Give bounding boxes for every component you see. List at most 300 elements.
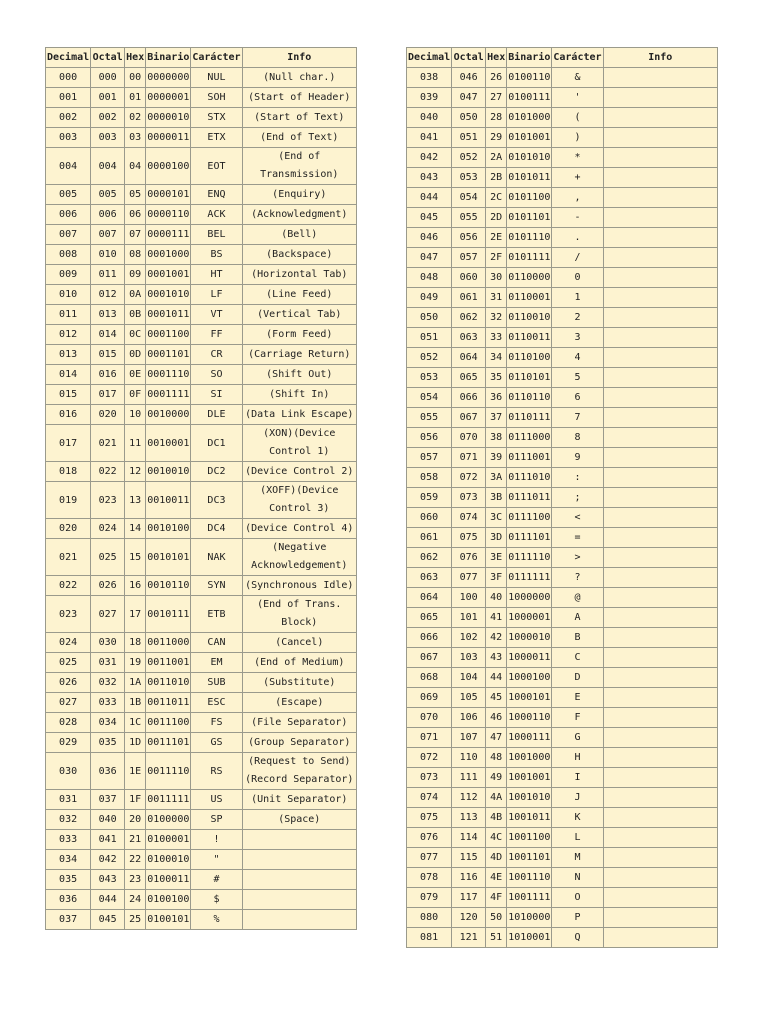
caracter-cell: < <box>552 508 603 528</box>
octal-cell: 100 <box>452 588 486 608</box>
binario-cell: 0101010 <box>507 148 552 168</box>
decimal-cell: 063 <box>407 568 452 588</box>
header-row <box>46 48 357 68</box>
binario-cell: 0000011 <box>146 128 191 148</box>
decimal-cell: 059 <box>407 488 452 508</box>
binario-cell: 0001110 <box>146 365 191 385</box>
table-row <box>46 850 357 870</box>
caracter-cell: F <box>552 708 603 728</box>
info-cell: (Start of Header) <box>242 88 356 108</box>
caracter-cell: ESC <box>191 693 242 713</box>
caracter-cell: RS <box>191 753 242 790</box>
octal-cell: 076 <box>452 548 486 568</box>
hex-cell: 26 <box>486 68 507 88</box>
decimal-cell: 022 <box>46 576 91 596</box>
hex-cell: 2A <box>486 148 507 168</box>
caracter-cell: ETX <box>191 128 242 148</box>
decimal-cell: 014 <box>46 365 91 385</box>
info-cell <box>242 910 356 930</box>
octal-cell: 061 <box>452 288 486 308</box>
hex-cell: 3B <box>486 488 507 508</box>
hex-cell: 0F <box>125 385 146 405</box>
decimal-cell: 051 <box>407 328 452 348</box>
decimal-cell: 006 <box>46 205 91 225</box>
table-row <box>46 265 357 285</box>
caracter-cell: DLE <box>191 405 242 425</box>
octal-cell: 050 <box>452 108 486 128</box>
caracter-cell: M <box>552 848 603 868</box>
octal-cell: 055 <box>452 208 486 228</box>
caracter-cell: C <box>552 648 603 668</box>
table-row <box>407 128 718 148</box>
caracter-cell: A <box>552 608 603 628</box>
binario-cell: 1000110 <box>507 708 552 728</box>
caracter-cell: O <box>552 888 603 908</box>
header-caracter: Carácter <box>552 48 603 68</box>
caracter-cell: SYN <box>191 576 242 596</box>
octal-cell: 035 <box>91 733 125 753</box>
info-cell <box>603 668 717 688</box>
decimal-cell: 056 <box>407 428 452 448</box>
binario-cell: 0111100 <box>507 508 552 528</box>
decimal-cell: 012 <box>46 325 91 345</box>
decimal-cell: 057 <box>407 448 452 468</box>
table-row <box>407 408 718 428</box>
binario-cell: 0011100 <box>146 713 191 733</box>
hex-cell: 50 <box>486 908 507 928</box>
info-cell <box>603 248 717 268</box>
decimal-cell: 013 <box>46 345 91 365</box>
octal-cell: 102 <box>452 628 486 648</box>
decimal-cell: 043 <box>407 168 452 188</box>
table-row <box>46 713 357 733</box>
binario-cell: 0011111 <box>146 790 191 810</box>
info-cell: (Form Feed) <box>242 325 356 345</box>
octal-cell: 004 <box>91 148 125 185</box>
hex-cell: 48 <box>486 748 507 768</box>
header-info: Info <box>242 48 356 68</box>
hex-cell: 41 <box>486 608 507 628</box>
hex-cell: 07 <box>125 225 146 245</box>
info-cell <box>603 288 717 308</box>
table-row <box>407 688 718 708</box>
info-cell: (Substitute) <box>242 673 356 693</box>
hex-cell: 18 <box>125 633 146 653</box>
octal-cell: 051 <box>452 128 486 148</box>
binario-cell: 1000100 <box>507 668 552 688</box>
binario-cell: 1000010 <box>507 628 552 648</box>
decimal-cell: 025 <box>46 653 91 673</box>
table-row <box>46 88 357 108</box>
ascii-table-left-body <box>46 68 357 930</box>
ascii-table-right <box>406 47 718 948</box>
octal-cell: 003 <box>91 128 125 148</box>
table-row <box>407 768 718 788</box>
octal-cell: 057 <box>452 248 486 268</box>
octal-cell: 052 <box>452 148 486 168</box>
table-row <box>407 808 718 828</box>
decimal-cell: 032 <box>46 810 91 830</box>
hex-cell: 34 <box>486 348 507 368</box>
table-row <box>407 888 718 908</box>
caracter-cell: 4 <box>552 348 603 368</box>
decimal-cell: 036 <box>46 890 91 910</box>
hex-cell: 15 <box>125 539 146 576</box>
caracter-cell: SO <box>191 365 242 385</box>
decimal-cell: 070 <box>407 708 452 728</box>
octal-cell: 040 <box>91 810 125 830</box>
table-row <box>407 828 718 848</box>
binario-cell: 0101111 <box>507 248 552 268</box>
decimal-cell: 030 <box>46 753 91 790</box>
table-row <box>46 810 357 830</box>
table-row <box>46 633 357 653</box>
caracter-cell: EM <box>191 653 242 673</box>
decimal-cell: 068 <box>407 668 452 688</box>
hex-cell: 46 <box>486 708 507 728</box>
decimal-cell: 003 <box>46 128 91 148</box>
caracter-cell: ENQ <box>191 185 242 205</box>
hex-cell: 31 <box>486 288 507 308</box>
octal-cell: 045 <box>91 910 125 930</box>
table-row <box>46 405 357 425</box>
info-cell: (Line Feed) <box>242 285 356 305</box>
caracter-cell: EOT <box>191 148 242 185</box>
decimal-cell: 004 <box>46 148 91 185</box>
caracter-cell: $ <box>191 890 242 910</box>
binario-cell: 0100101 <box>146 910 191 930</box>
octal-cell: 114 <box>452 828 486 848</box>
decimal-cell: 079 <box>407 888 452 908</box>
binario-cell: 0001100 <box>146 325 191 345</box>
caracter-cell: ( <box>552 108 603 128</box>
caracter-cell: 0 <box>552 268 603 288</box>
info-cell <box>603 488 717 508</box>
table-row <box>407 448 718 468</box>
table-row <box>407 648 718 668</box>
caracter-cell: US <box>191 790 242 810</box>
table-row <box>407 488 718 508</box>
hex-cell: 14 <box>125 519 146 539</box>
hex-cell: 06 <box>125 205 146 225</box>
caracter-cell: % <box>191 910 242 930</box>
binario-cell: 0100111 <box>507 88 552 108</box>
table-row <box>46 693 357 713</box>
info-cell: (Device Control 4) <box>242 519 356 539</box>
octal-cell: 064 <box>452 348 486 368</box>
info-cell <box>603 888 717 908</box>
header-binario: Binario <box>507 48 552 68</box>
caracter-cell: " <box>191 850 242 870</box>
info-cell: (End of Text) <box>242 128 356 148</box>
binario-cell: 0110111 <box>507 408 552 428</box>
octal-cell: 112 <box>452 788 486 808</box>
decimal-cell: 046 <box>407 228 452 248</box>
octal-cell: 017 <box>91 385 125 405</box>
hex-cell: 0D <box>125 345 146 365</box>
info-cell: (Shift In) <box>242 385 356 405</box>
caracter-cell: * <box>552 148 603 168</box>
decimal-cell: 066 <box>407 628 452 648</box>
decimal-cell: 026 <box>46 673 91 693</box>
table-row <box>407 568 718 588</box>
binario-cell: 0010100 <box>146 519 191 539</box>
header-decimal: Decimal <box>407 48 452 68</box>
octal-cell: 026 <box>91 576 125 596</box>
caracter-cell: ) <box>552 128 603 148</box>
info-cell <box>603 188 717 208</box>
table-row <box>46 345 357 365</box>
table-row <box>407 628 718 648</box>
hex-cell: 09 <box>125 265 146 285</box>
caracter-cell: ; <box>552 488 603 508</box>
info-cell <box>603 588 717 608</box>
table-row <box>46 830 357 850</box>
binario-cell: 1001100 <box>507 828 552 848</box>
table-row <box>46 225 357 245</box>
octal-cell: 053 <box>452 168 486 188</box>
header-octal: Octal <box>452 48 486 68</box>
octal-cell: 037 <box>91 790 125 810</box>
decimal-cell: 053 <box>407 368 452 388</box>
table-row <box>46 108 357 128</box>
decimal-cell: 062 <box>407 548 452 568</box>
info-cell <box>603 728 717 748</box>
decimal-cell: 050 <box>407 308 452 328</box>
binario-cell: 0101100 <box>507 188 552 208</box>
hex-cell: 38 <box>486 428 507 448</box>
decimal-cell: 042 <box>407 148 452 168</box>
caracter-cell: SOH <box>191 88 242 108</box>
octal-cell: 044 <box>91 890 125 910</box>
info-cell <box>242 890 356 910</box>
hex-cell: 01 <box>125 88 146 108</box>
hex-cell: 43 <box>486 648 507 668</box>
caracter-cell: STX <box>191 108 242 128</box>
hex-cell: 3A <box>486 468 507 488</box>
caracter-cell: / <box>552 248 603 268</box>
decimal-cell: 015 <box>46 385 91 405</box>
info-cell <box>603 808 717 828</box>
octal-cell: 022 <box>91 462 125 482</box>
decimal-cell: 054 <box>407 388 452 408</box>
info-cell <box>603 308 717 328</box>
hex-cell: 22 <box>125 850 146 870</box>
binario-cell: 0100100 <box>146 890 191 910</box>
table-row <box>46 148 357 185</box>
decimal-cell: 072 <box>407 748 452 768</box>
decimal-cell: 035 <box>46 870 91 890</box>
octal-cell: 006 <box>91 205 125 225</box>
decimal-cell: 058 <box>407 468 452 488</box>
decimal-cell: 007 <box>46 225 91 245</box>
hex-cell: 1A <box>125 673 146 693</box>
table-row <box>407 928 718 948</box>
octal-cell: 020 <box>91 405 125 425</box>
binario-cell: 0110100 <box>507 348 552 368</box>
caracter-cell: HT <box>191 265 242 285</box>
octal-cell: 042 <box>91 850 125 870</box>
info-cell: (Start of Text) <box>242 108 356 128</box>
hex-cell: 20 <box>125 810 146 830</box>
caracter-cell: DC4 <box>191 519 242 539</box>
binario-cell: 0101001 <box>507 128 552 148</box>
hex-cell: 4C <box>486 828 507 848</box>
hex-cell: 1D <box>125 733 146 753</box>
octal-cell: 117 <box>452 888 486 908</box>
binario-cell: 0100010 <box>146 850 191 870</box>
octal-cell: 070 <box>452 428 486 448</box>
info-cell <box>242 870 356 890</box>
hex-cell: 08 <box>125 245 146 265</box>
hex-cell: 1E <box>125 753 146 790</box>
table-row <box>407 228 718 248</box>
binario-cell: 0101011 <box>507 168 552 188</box>
octal-cell: 014 <box>91 325 125 345</box>
caracter-cell: ACK <box>191 205 242 225</box>
binario-cell: 0000100 <box>146 148 191 185</box>
binario-cell: 0010101 <box>146 539 191 576</box>
info-cell <box>603 268 717 288</box>
octal-cell: 033 <box>91 693 125 713</box>
binario-cell: 1000001 <box>507 608 552 628</box>
octal-cell: 111 <box>452 768 486 788</box>
octal-cell: 071 <box>452 448 486 468</box>
table-row <box>46 325 357 345</box>
hex-cell: 10 <box>125 405 146 425</box>
decimal-cell: 073 <box>407 768 452 788</box>
hex-cell: 4A <box>486 788 507 808</box>
binario-cell: 0100000 <box>146 810 191 830</box>
table-row <box>407 428 718 448</box>
table-row <box>407 268 718 288</box>
hex-cell: 13 <box>125 482 146 519</box>
hex-cell: 21 <box>125 830 146 850</box>
octal-cell: 031 <box>91 653 125 673</box>
hex-cell: 0A <box>125 285 146 305</box>
caracter-cell: 5 <box>552 368 603 388</box>
caracter-cell: L <box>552 828 603 848</box>
info-cell <box>603 648 717 668</box>
binario-cell: 1001110 <box>507 868 552 888</box>
binario-cell: 0000010 <box>146 108 191 128</box>
info-cell <box>603 928 717 948</box>
decimal-cell: 077 <box>407 848 452 868</box>
octal-cell: 101 <box>452 608 486 628</box>
decimal-cell: 080 <box>407 908 452 928</box>
header-octal: Octal <box>91 48 125 68</box>
hex-cell: 32 <box>486 308 507 328</box>
decimal-cell: 023 <box>46 596 91 633</box>
caracter-cell: D <box>552 668 603 688</box>
hex-cell: 17 <box>125 596 146 633</box>
info-cell <box>603 508 717 528</box>
binario-cell: 0001111 <box>146 385 191 405</box>
hex-cell: 35 <box>486 368 507 388</box>
hex-cell: 05 <box>125 185 146 205</box>
binario-cell: 0111011 <box>507 488 552 508</box>
info-cell: (End of Trans. Block) <box>242 596 356 633</box>
table-row <box>407 728 718 748</box>
binario-cell: 0010110 <box>146 576 191 596</box>
table-row <box>407 368 718 388</box>
table-row <box>46 890 357 910</box>
decimal-cell: 020 <box>46 519 91 539</box>
hex-cell: 2E <box>486 228 507 248</box>
table-row <box>407 908 718 928</box>
info-cell <box>603 388 717 408</box>
octal-cell: 011 <box>91 265 125 285</box>
decimal-cell: 047 <box>407 248 452 268</box>
info-cell <box>603 868 717 888</box>
table-row <box>407 788 718 808</box>
octal-cell: 015 <box>91 345 125 365</box>
octal-cell: 110 <box>452 748 486 768</box>
binario-cell: 0110010 <box>507 308 552 328</box>
table-row <box>407 528 718 548</box>
decimal-cell: 060 <box>407 508 452 528</box>
header-hex: Hex <box>125 48 146 68</box>
binario-cell: 0101110 <box>507 228 552 248</box>
decimal-cell: 067 <box>407 648 452 668</box>
caracter-cell: NUL <box>191 68 242 88</box>
table-row <box>46 185 357 205</box>
octal-cell: 002 <box>91 108 125 128</box>
caracter-cell: SP <box>191 810 242 830</box>
info-cell <box>603 828 717 848</box>
hex-cell: 00 <box>125 68 146 88</box>
table-row <box>46 576 357 596</box>
binario-cell: 0101000 <box>507 108 552 128</box>
binario-cell: 0111000 <box>507 428 552 448</box>
binario-cell: 0110001 <box>507 288 552 308</box>
caracter-cell: @ <box>552 588 603 608</box>
hex-cell: 45 <box>486 688 507 708</box>
caracter-cell: J <box>552 788 603 808</box>
binario-cell: 0000111 <box>146 225 191 245</box>
info-cell <box>603 528 717 548</box>
decimal-cell: 052 <box>407 348 452 368</box>
decimal-cell: 011 <box>46 305 91 325</box>
info-cell <box>603 108 717 128</box>
binario-cell: 0010001 <box>146 425 191 462</box>
octal-cell: 121 <box>452 928 486 948</box>
octal-cell: 010 <box>91 245 125 265</box>
octal-cell: 041 <box>91 830 125 850</box>
table-row <box>407 208 718 228</box>
info-cell <box>603 908 717 928</box>
info-cell <box>603 608 717 628</box>
table-row <box>46 870 357 890</box>
table-row <box>46 482 357 519</box>
table-row <box>46 753 357 790</box>
ascii-table-left <box>45 47 357 930</box>
hex-cell: 1B <box>125 693 146 713</box>
octal-cell: 030 <box>91 633 125 653</box>
info-cell: (Carriage Return) <box>242 345 356 365</box>
caracter-cell: CR <box>191 345 242 365</box>
caracter-cell: . <box>552 228 603 248</box>
binario-cell: 0011010 <box>146 673 191 693</box>
caracter-cell: LF <box>191 285 242 305</box>
info-cell <box>603 708 717 728</box>
binario-cell: 0101101 <box>507 208 552 228</box>
table-row <box>46 596 357 633</box>
header-decimal: Decimal <box>46 48 91 68</box>
hex-cell: 4F <box>486 888 507 908</box>
octal-cell: 063 <box>452 328 486 348</box>
caracter-cell: # <box>191 870 242 890</box>
